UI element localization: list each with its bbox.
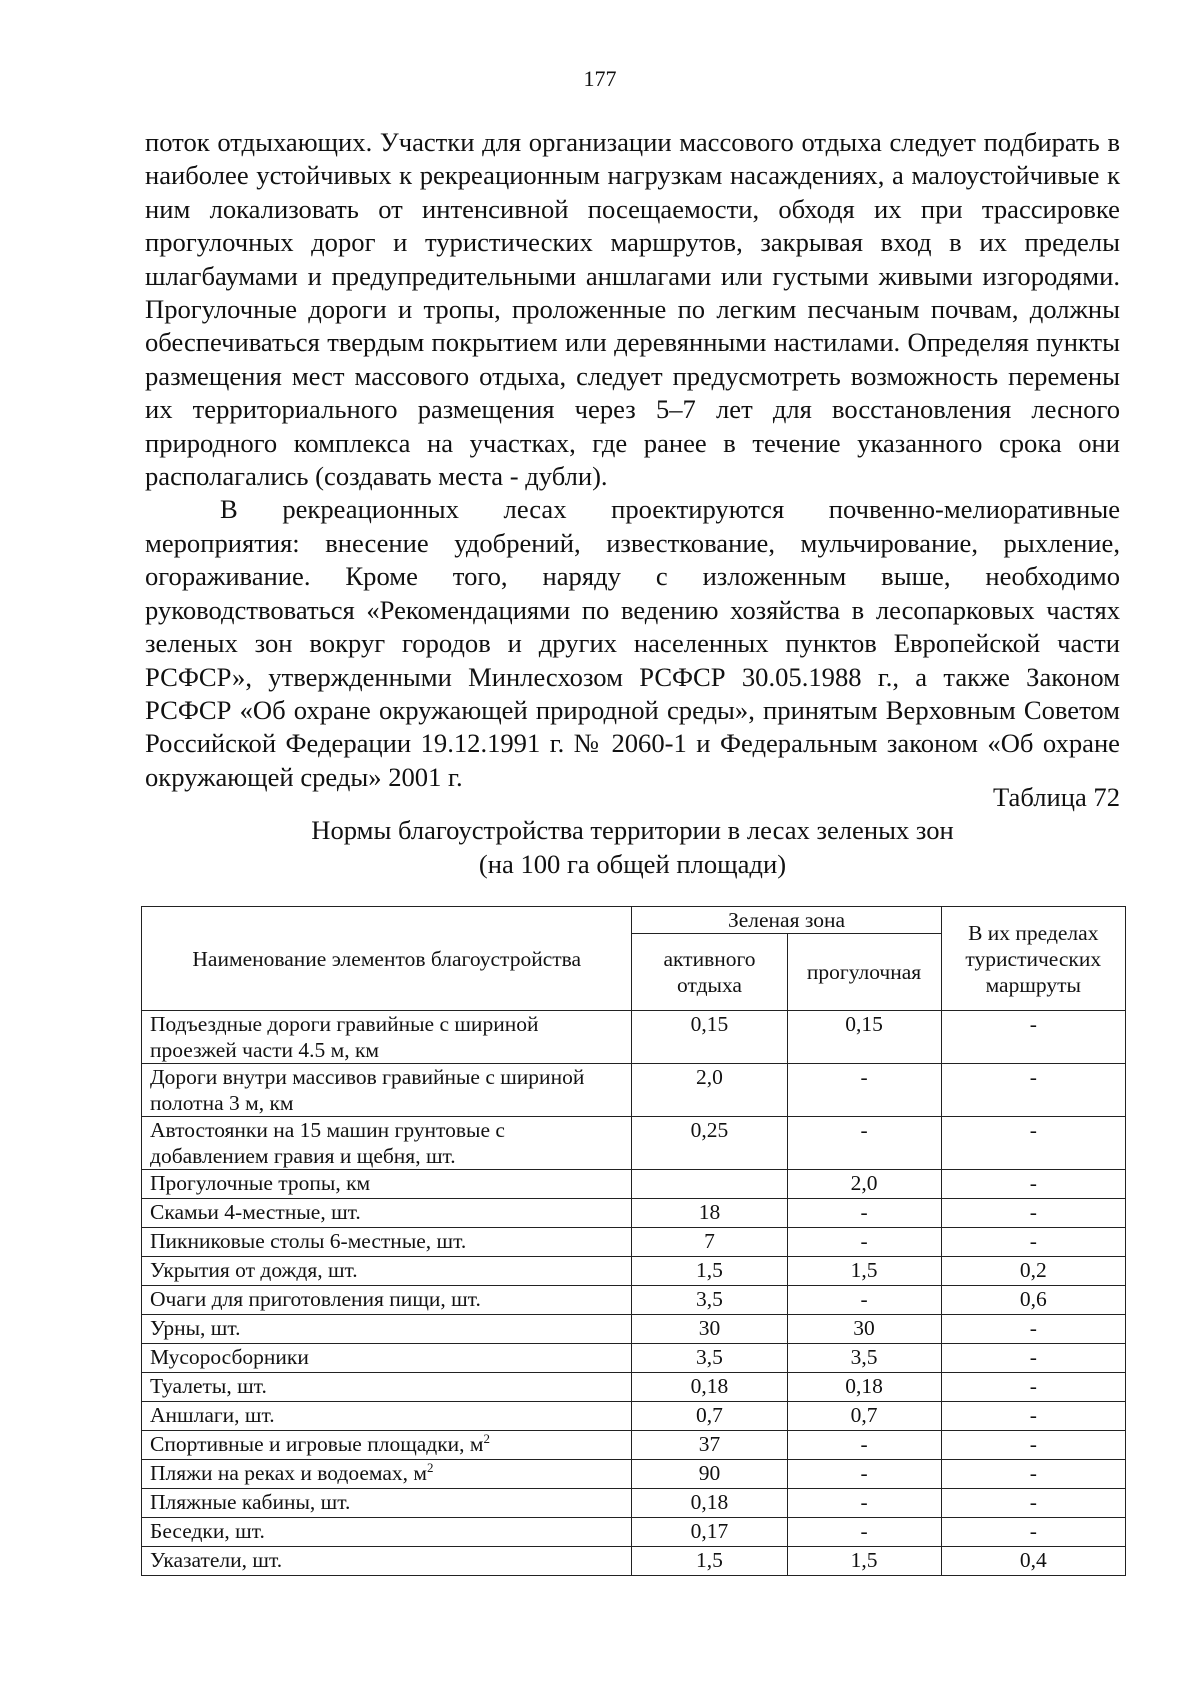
table-body — [142, 1011, 1126, 1576]
cell-walking: - — [787, 1117, 941, 1170]
header-active: активного отдыха — [632, 934, 787, 1011]
cell-walking: 0,18 — [787, 1373, 941, 1402]
cell-tourist: - — [941, 1315, 1125, 1344]
body-text — [145, 126, 1120, 794]
cell-tourist: 0,2 — [941, 1257, 1125, 1286]
cell-tourist: - — [941, 1199, 1125, 1228]
cell-walking: - — [787, 1286, 941, 1315]
cell-name-text: Прогулочные тропы, км — [150, 1171, 371, 1195]
cell-name — [142, 1431, 632, 1460]
cell-name — [142, 1199, 632, 1228]
table-row — [142, 1547, 1126, 1576]
cell-walking: 3,5 — [787, 1344, 941, 1373]
cell-name — [142, 1257, 632, 1286]
cell-name-text: Очаги для приготовления пищи, шт. — [150, 1287, 481, 1311]
cell-walking: - — [787, 1064, 941, 1117]
cell-name-text: Пляжи на реках и водоемах, м — [150, 1461, 428, 1485]
unit-superscript: 2 — [427, 1459, 434, 1475]
cell-active: 0,7 — [632, 1402, 787, 1431]
cell-walking: 1,5 — [787, 1257, 941, 1286]
cell-active: 2,0 — [632, 1064, 787, 1117]
cell-name-text: Туалеты, шт. — [150, 1374, 267, 1398]
cell-active: 0,25 — [632, 1117, 787, 1170]
table-row — [142, 1460, 1126, 1489]
cell-name-text: Указатели, шт. — [150, 1548, 283, 1572]
cell-name-text: Укрытия от дождя, шт. — [150, 1258, 358, 1282]
cell-active: 0,18 — [632, 1373, 787, 1402]
cell-active: 18 — [632, 1199, 787, 1228]
cell-name — [142, 1228, 632, 1257]
cell-walking: - — [787, 1431, 941, 1460]
cell-active: 7 — [632, 1228, 787, 1257]
table-row — [142, 1286, 1126, 1315]
cell-active: 1,5 — [632, 1257, 787, 1286]
cell-walking: 0,7 — [787, 1402, 941, 1431]
table-row — [142, 1228, 1126, 1257]
table-row — [142, 1257, 1126, 1286]
cell-tourist: - — [941, 1431, 1125, 1460]
cell-name — [142, 1117, 632, 1170]
header-name: Наименование элементов благоустройства — [142, 907, 632, 1011]
table-row — [142, 1431, 1126, 1460]
cell-name — [142, 1518, 632, 1547]
cell-tourist: 0,4 — [941, 1547, 1125, 1576]
paragraph: поток отдыхающих. Участки для организации массового отдыха следует подбирать в наиболее устойчивых к рекреационным нагрузкам насаждениях, а малоустойчивые к ним локализовать от интенсивной посещаемости, обходя их при трассировке прогулочных дорог и туристических маршрутов, закрывая вход в их пределы шлагбаумами и предупредительными аншлагами или густыми живыми изгородями. Прогулочные дороги и тропы, проложенные по легким песчаным почвам, должны обеспечиваться твердым покрытием или деревянными настилами. Определяя пункты размещения мест массового отдыха, следует предусмотреть возможность перемены их территориального размещения через 5–7 лет для восстановления лесного природного комплекса на участках, где ранее в течение указанного срока они располагались (создавать места - дубли). — [145, 127, 1120, 492]
page-number: 177 — [583, 66, 617, 91]
cell-walking: 1,5 — [787, 1547, 941, 1576]
cell-active: 0,17 — [632, 1518, 787, 1547]
table-title-line: (на 100 га общей площади) — [478, 848, 787, 879]
cell-tourist: - — [941, 1489, 1125, 1518]
cell-tourist: - — [941, 1344, 1125, 1373]
table-row — [142, 1489, 1126, 1518]
table-row — [142, 1344, 1126, 1373]
cell-active: 3,5 — [632, 1286, 787, 1315]
cell-name — [142, 1489, 632, 1518]
table-row — [142, 1199, 1126, 1228]
cell-active — [632, 1170, 787, 1199]
unit-superscript: 2 — [483, 1430, 491, 1446]
table-row — [142, 1064, 1126, 1117]
cell-walking: - — [787, 1199, 941, 1228]
cell-walking: - — [787, 1518, 941, 1547]
cell-name-text: Аншлаги, шт. — [150, 1403, 275, 1427]
header-walking: прогулочная — [787, 934, 941, 1011]
cell-name-text: Автостоянки на 15 машин грунтовые с добавлением гравия и щебня, шт. — [150, 1118, 505, 1168]
cell-name — [142, 1064, 632, 1117]
table-row — [142, 1518, 1126, 1547]
cell-name — [142, 1011, 632, 1064]
cell-name-text: Урны, шт. — [150, 1316, 241, 1340]
cell-tourist: - — [941, 1117, 1125, 1170]
cell-tourist: - — [941, 1170, 1125, 1199]
table-row — [142, 1373, 1126, 1402]
cell-name — [142, 1170, 632, 1199]
table-header-row — [142, 907, 1126, 934]
table-row — [142, 1170, 1126, 1199]
cell-tourist: - — [941, 1064, 1125, 1117]
table-row — [142, 1402, 1126, 1431]
cell-active: 0,15 — [632, 1011, 787, 1064]
cell-name — [142, 1315, 632, 1344]
paragraph: В рекреационных лесах проектируются почвенно-мелиоративные мероприятия: внесение удобрений, известкование, мульчирование, рыхление, огораживание. Кроме того, наряду с изложенным выше, необходимо руководствоваться «Рекомендациями по ведению хозяйства в лесопарковых частях зеленых зон вокруг городов и других населенных пунктов Европейской части РСФСР», утвержденными Минлесхозом РСФСР 30.05.1988 г., а также Законом РСФСР «Об охране окружающей природной среды», принятым Верховным Советом Российской Федерации 19.12.1991 г. № 2060-1 и Федеральным законом «Об охране окружающей среды» 2001 г. — [145, 494, 1120, 792]
cell-tourist: - — [941, 1228, 1125, 1257]
cell-tourist: - — [941, 1402, 1125, 1431]
cell-active: 3,5 — [632, 1344, 787, 1373]
cell-tourist: - — [941, 1373, 1125, 1402]
cell-name-text: Дороги внутри массивов гравийные с шириной полотна 3 м, км — [150, 1065, 585, 1115]
table-row — [142, 1315, 1126, 1344]
table-number: Таблица 72 — [992, 782, 1120, 812]
cell-name — [142, 1286, 632, 1315]
cell-active: 0,18 — [632, 1489, 787, 1518]
cell-active: 90 — [632, 1460, 787, 1489]
cell-active: 1,5 — [632, 1547, 787, 1576]
cell-walking: - — [787, 1489, 941, 1518]
cell-name-text: Мусоросборники — [150, 1345, 309, 1369]
cell-name — [142, 1547, 632, 1576]
cell-walking: - — [787, 1228, 941, 1257]
norms-table — [141, 906, 1126, 1576]
table-title — [145, 814, 1120, 881]
cell-tourist: - — [941, 1460, 1125, 1489]
cell-walking: 30 — [787, 1315, 941, 1344]
cell-active: 30 — [632, 1315, 787, 1344]
cell-tourist: - — [941, 1518, 1125, 1547]
table-row — [142, 1117, 1126, 1170]
header-tourist: В их пределах туристических маршруты — [941, 907, 1125, 1011]
cell-name — [142, 1344, 632, 1373]
cell-walking: 2,0 — [787, 1170, 941, 1199]
cell-name-text: Скамьи 4-местные, шт. — [150, 1200, 361, 1224]
cell-name — [142, 1460, 632, 1489]
cell-name-text: Пикниковые столы 6-местные, шт. — [150, 1229, 467, 1253]
cell-name-text: Беседки, шт. — [150, 1519, 265, 1543]
cell-walking: - — [787, 1460, 941, 1489]
cell-name-text: Подъездные дороги гравийные с шириной проезжей части 4.5 м, км — [150, 1012, 539, 1062]
cell-name-text: Пляжные кабины, шт. — [150, 1490, 351, 1514]
cell-tourist: - — [941, 1011, 1125, 1064]
cell-active: 37 — [632, 1431, 787, 1460]
cell-name — [142, 1373, 632, 1402]
cell-tourist: 0,6 — [941, 1286, 1125, 1315]
cell-name — [142, 1402, 632, 1431]
table-row — [142, 1011, 1126, 1064]
table-title-line: Нормы благоустройства территории в лесах зеленых зон — [311, 815, 954, 845]
header-green-zone: Зеленая зона — [632, 907, 941, 934]
cell-walking: 0,15 — [787, 1011, 941, 1064]
cell-name-text: Спортивные и игровые площадки, м — [150, 1432, 484, 1456]
